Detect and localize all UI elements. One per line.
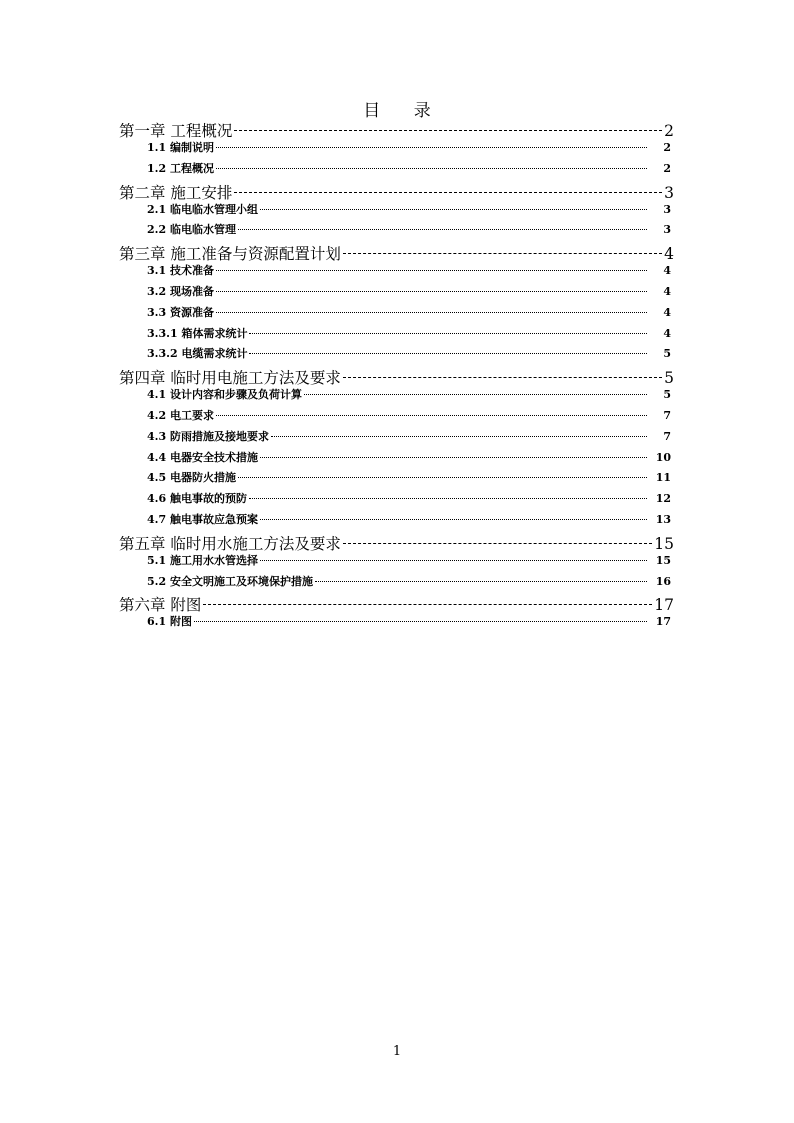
toc-leader-dots bbox=[238, 476, 647, 478]
toc-entry-page-number: 15 bbox=[655, 553, 671, 567]
toc-leader-dots bbox=[234, 191, 662, 193]
toc-entry-label: 4.4 电器安全技术措施 bbox=[147, 450, 258, 464]
toc-leader-dots bbox=[216, 146, 647, 148]
toc-entry-page-number: 13 bbox=[655, 512, 671, 526]
toc-leader-dots bbox=[249, 352, 647, 354]
toc-leader-dots bbox=[216, 414, 647, 416]
toc-section-entry[interactable] bbox=[119, 511, 674, 532]
toc-entry-page-number: 3 bbox=[664, 183, 674, 202]
toc-entry-label: 3.3.1 箱体需求统计 bbox=[147, 326, 248, 340]
toc-leader-dots bbox=[216, 167, 647, 169]
toc-chapter-entry[interactable] bbox=[119, 366, 674, 386]
toc-entry-page-number: 15 bbox=[654, 534, 674, 553]
toc-leader-dots bbox=[260, 208, 647, 210]
toc-leader-dots bbox=[216, 269, 647, 271]
toc-entry-page-number: 4 bbox=[664, 245, 674, 264]
toc-chapter-entry[interactable] bbox=[119, 593, 674, 613]
toc-leader-dots bbox=[216, 290, 647, 292]
toc-entry-label: 4.2 电工要求 bbox=[147, 408, 214, 422]
toc-entry-page-number: 4 bbox=[663, 264, 671, 278]
toc-entry-label: 3.3.2 电缆需求统计 bbox=[147, 347, 248, 361]
toc-entry-label: 3.3 资源准备 bbox=[147, 305, 214, 319]
toc-entry-label: 1.1 编制说明 bbox=[147, 141, 214, 154]
page-number: 1 bbox=[392, 1044, 402, 1059]
toc-leader-dots bbox=[203, 603, 652, 605]
toc-section-entry[interactable] bbox=[119, 345, 674, 366]
toc-section-entry[interactable] bbox=[119, 221, 674, 242]
toc-entry-label: 4.7 触电事故应急预案 bbox=[147, 512, 258, 526]
toc-section-entry[interactable] bbox=[119, 407, 674, 428]
toc-section-entry[interactable] bbox=[119, 139, 674, 160]
toc-entry-label: 6.1 附图 bbox=[147, 615, 192, 629]
toc-section-entry[interactable] bbox=[119, 428, 674, 449]
toc-section-entry[interactable] bbox=[119, 386, 674, 407]
toc-entry-page-number: 10 bbox=[655, 450, 671, 464]
toc-leader-dots bbox=[260, 559, 647, 561]
toc-entry-label: 1.2 工程概况 bbox=[147, 161, 214, 175]
toc-entry-page-number: 4 bbox=[663, 326, 671, 340]
toc-leader-dots bbox=[249, 497, 647, 499]
toc-entry-page-number: 2 bbox=[664, 122, 674, 140]
toc-entry-page-number: 5 bbox=[664, 369, 674, 388]
toc-entry-page-number: 7 bbox=[663, 429, 671, 443]
toc-chapter-entry[interactable] bbox=[119, 242, 674, 262]
toc-chapter-entry[interactable] bbox=[119, 119, 674, 139]
toc-chapter-entry[interactable] bbox=[119, 181, 674, 201]
toc-title: 目 录 bbox=[363, 101, 445, 121]
toc-entry-page-number: 12 bbox=[655, 492, 671, 506]
toc-entry-label: 第一章 工程概况 bbox=[119, 122, 233, 140]
toc-entry-page-number: 5 bbox=[663, 388, 671, 402]
toc-leader-dots bbox=[343, 376, 662, 378]
toc-section-entry[interactable] bbox=[119, 262, 674, 283]
toc-section-entry[interactable] bbox=[119, 613, 674, 634]
toc-entry-page-number: 11 bbox=[655, 471, 671, 485]
toc-entry-label: 3.2 现场准备 bbox=[147, 284, 214, 298]
toc-entry-label: 5.2 安全文明施工及环境保护措施 bbox=[147, 574, 313, 588]
toc-entry-label: 4.3 防雨措施及接地要求 bbox=[147, 429, 269, 443]
toc-entry-page-number: 3 bbox=[663, 202, 671, 216]
toc-leader-dots bbox=[249, 332, 647, 334]
toc-entry-label: 第四章 临时用电施工方法及要求 bbox=[119, 369, 341, 388]
toc-section-entry[interactable] bbox=[119, 469, 674, 490]
toc-entry-page-number: 4 bbox=[663, 305, 671, 319]
toc-leader-dots bbox=[304, 393, 647, 395]
toc-leader-dots bbox=[343, 252, 662, 254]
toc-entry-label: 4.1 设计内容和步骤及负荷计算 bbox=[147, 388, 302, 402]
toc-entry-page-number: 7 bbox=[663, 408, 671, 422]
toc-entry-page-number: 3 bbox=[663, 223, 671, 237]
toc-entry-label: 5.1 施工用水水管选择 bbox=[147, 553, 258, 567]
toc-entry-page-number: 17 bbox=[655, 615, 671, 629]
toc-entry-page-number: 5 bbox=[663, 347, 671, 361]
toc-section-entry[interactable] bbox=[119, 490, 674, 511]
toc-section-entry[interactable] bbox=[119, 160, 674, 181]
toc-leader-dots bbox=[315, 580, 647, 582]
toc-leader-dots bbox=[260, 456, 647, 458]
toc-entry-label: 2.1 临电临水管理小组 bbox=[147, 202, 258, 216]
toc-entry-label: 4.5 电器防火措施 bbox=[147, 471, 236, 485]
toc-entry-label: 3.1 技术准备 bbox=[147, 264, 214, 278]
toc-leader-dots bbox=[260, 518, 647, 520]
toc-leader-dots bbox=[194, 620, 647, 622]
toc-entry-page-number: 16 bbox=[655, 574, 671, 588]
toc-leader-dots bbox=[216, 311, 647, 313]
toc-entry-page-number: 2 bbox=[663, 141, 671, 154]
toc-entry-label: 2.2 临电临水管理 bbox=[147, 223, 236, 237]
toc-entry-page-number: 2 bbox=[663, 161, 671, 175]
toc-section-entry[interactable] bbox=[119, 325, 674, 346]
toc-entry-label: 第二章 施工安排 bbox=[119, 183, 233, 202]
toc-section-entry[interactable] bbox=[119, 201, 674, 222]
toc-leader-dots bbox=[271, 435, 647, 437]
toc-section-entry[interactable] bbox=[119, 552, 674, 573]
toc-section-entry[interactable] bbox=[119, 573, 674, 594]
toc-entry-page-number: 17 bbox=[654, 596, 674, 615]
toc-leader-dots bbox=[343, 542, 652, 544]
toc-entry-label: 4.6 触电事故的预防 bbox=[147, 492, 247, 506]
toc-chapter-entry[interactable] bbox=[119, 532, 674, 552]
toc-leader-dots bbox=[234, 129, 662, 131]
toc-entry-label: 第五章 临时用水施工方法及要求 bbox=[119, 534, 341, 553]
toc-section-entry[interactable] bbox=[119, 283, 674, 304]
table-of-contents bbox=[119, 119, 674, 634]
toc-section-entry[interactable] bbox=[119, 304, 674, 325]
toc-entry-label: 第六章 附图 bbox=[119, 596, 202, 615]
toc-entry-label: 第三章 施工准备与资源配置计划 bbox=[119, 245, 341, 264]
toc-entry-page-number: 4 bbox=[663, 284, 671, 298]
toc-leader-dots bbox=[238, 228, 647, 230]
toc-section-entry[interactable] bbox=[119, 449, 674, 470]
